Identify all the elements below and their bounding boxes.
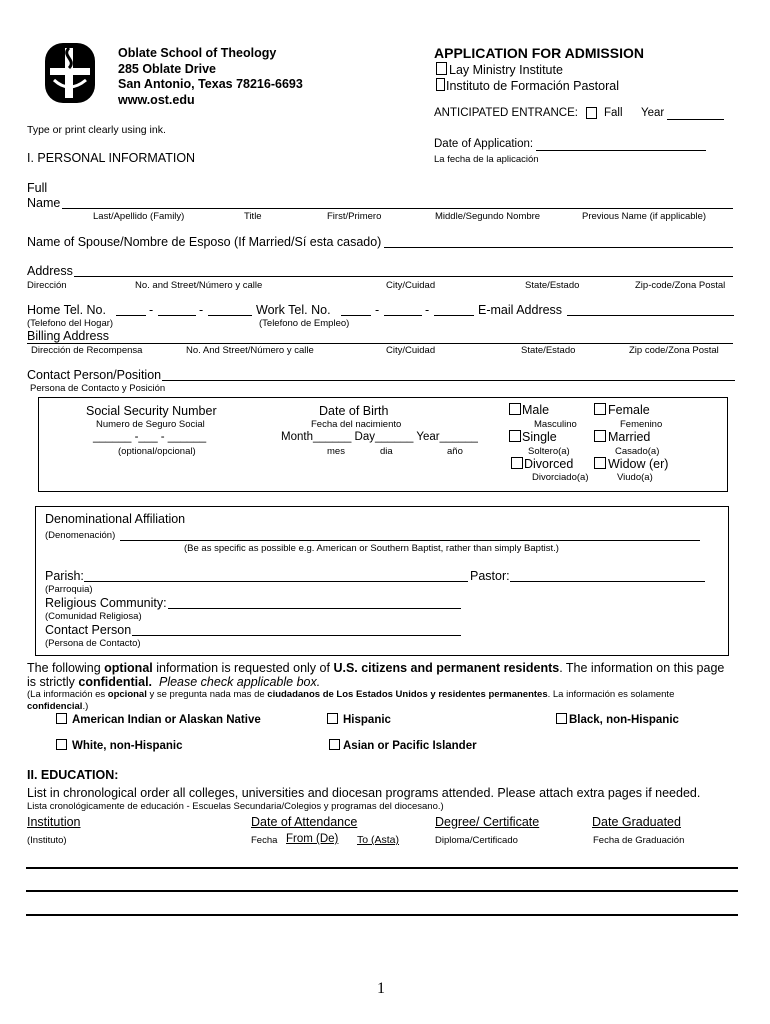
address-sub-city: City/Cuidad [386,280,436,291]
name-label: Name [27,196,61,210]
education-row-3[interactable] [26,914,738,916]
date-of-application-field[interactable] [536,150,706,151]
denom-label: Denominational Affiliation [45,512,186,526]
billing-sub-state: State/Estado [521,345,576,356]
male-es: Masculino [534,419,577,430]
optional-para-line2: is strictly confidential. Please check applicable box. [27,675,321,689]
billing-label: Billing Address [27,329,109,343]
col-to: To (Asta) [357,834,400,846]
home-tel-dash-2: - [199,303,204,317]
name-sub-last: Last/Apellido (Family) [93,211,185,222]
race-white[interactable]: White, non-Hispanic [56,739,183,752]
page-number: 1 [377,980,385,997]
asian-checkbox[interactable] [329,739,340,750]
education-instructions-es: Lista cronológicamente de educación - Escuelas Secundaria/Colegios y programas del diocesano.) [27,801,444,812]
married-es: Casado(a) [615,446,660,457]
dob-field[interactable]: Month______ Day______ Year______ [281,431,478,443]
school-street: 285 Oblate Drive [118,62,216,76]
race-american-indian[interactable]: American Indian or Alaskan Native [56,713,261,726]
female-checkbox[interactable] [594,403,606,415]
name-sub-previous: Previous Name (if applicable) [582,211,707,222]
full-label: Full [27,181,48,195]
female-es: Femenino [620,419,663,430]
home-tel-field-2[interactable] [158,315,196,316]
year-label: Year [641,107,665,119]
name-sub-first: First/Primero [327,211,382,222]
married-checkbox[interactable] [594,430,606,442]
widow-es: Viudo(a) [617,472,653,483]
hispanic-checkbox[interactable] [327,713,338,724]
home-tel-es: (Telefono del Hogar) [27,318,114,329]
education-row-1[interactable] [26,867,738,869]
ssn-es: Numero de Seguro Social [96,419,205,430]
col-attendance: Date of Attendance [251,815,358,829]
col-fecha: Fecha [251,835,278,846]
anticipated-entrance-label: ANTICIPATED ENTRANCE: [434,107,578,119]
religion-contact-es: (Persona de Contacto) [45,638,141,649]
name-sub-middle: Middle/Segundo Nombre [435,211,541,222]
option-instituto[interactable]: Instituto de Formación Pastoral [436,78,619,93]
black-checkbox[interactable] [556,713,567,724]
work-tel-dash-2: - [425,303,430,317]
dob-mes: mes [327,446,345,457]
billing-sub-street: No. And Street/Número y calle [186,345,314,356]
date-of-application-es: La fecha de la aplicación [434,154,539,165]
billing-sub-direccion: Dirección de Recompensa [31,345,143,356]
community-es: (Comunidad Religiosa) [45,611,142,622]
dob-label: Date of Birth [319,404,389,418]
parish-es: (Parroquia) [45,584,93,595]
email-label: E-mail Address [478,303,563,317]
col-graduated-es: Fecha de Graduación [593,835,685,846]
religion-contact-label: Contact Person [45,623,132,637]
denom-field[interactable] [120,540,700,541]
contact-label: Contact Person/Position [27,368,162,382]
denom-note: (Be as specific as possible e.g. American or Southern Baptist, rather than simply Baptist.) [184,543,559,554]
spouse-label: Name of Spouse/Nombre de Esposo (If Married/Sí esta casado) [27,235,382,249]
parish-label: Parish: [45,569,84,583]
contact-es: Persona de Contacto y Posición [30,383,166,394]
dob-ano: año [447,446,463,457]
col-degree: Degree/ Certificate [435,815,540,829]
race-black[interactable]: Black, non-Hispanic [556,713,679,726]
billing-sub-city: City/Cuidad [386,345,436,356]
widow-checkbox[interactable] [594,457,606,469]
denom-es: (Denomenación) [45,530,116,541]
col-institution-es: (Instituto) [27,835,67,846]
address-sub-direccion: Dirección [27,280,67,291]
section-education-title: II. EDUCATION: [27,768,119,782]
optional-es-line1: (La información es opcional y se pregunta nada mas de ciudadanos de Los Estados Unidos y residentes permanentes. La información es solamente [27,689,675,700]
work-tel-label: Work Tel. No. [256,303,331,317]
divorced-checkbox[interactable] [511,457,523,469]
date-of-application-label: Date of Application: [434,138,534,150]
ssn-field[interactable]: ______ -___ - ______ [93,431,207,443]
billing-field[interactable] [27,343,733,344]
white-checkbox[interactable] [56,739,67,750]
fall-checkbox[interactable] [586,107,597,119]
school-name: Oblate School of Theology [118,46,277,60]
single-checkbox[interactable] [509,430,521,442]
contact-field[interactable] [162,380,735,381]
pastor-field[interactable] [510,581,705,582]
married-option[interactable]: Married [594,430,650,444]
option-lay-ministry[interactable]: Lay Ministry Institute [436,62,563,77]
col-degree-es: Diploma/Certificado [435,835,518,846]
instructions: Type or print clearly using ink. [27,124,166,136]
divorced-es: Divorciado(a) [532,472,589,483]
col-graduated: Date Graduated [592,815,681,829]
address-field[interactable] [74,276,733,277]
work-tel-field-1[interactable] [341,315,371,316]
work-tel-field-2[interactable] [384,315,422,316]
dob-dia: dia [380,446,393,457]
col-institution: Institution [27,815,81,829]
address-sub-street: No. and Street/Número y calle [135,280,263,291]
divorced-option[interactable]: Divorced [511,457,573,471]
ssn-label: Social Security Number [86,404,217,418]
parish-field[interactable] [84,581,468,582]
home-tel-field-1[interactable] [116,315,146,316]
dob-es: Fecha del nacimiento [311,419,402,430]
year-field[interactable] [667,119,724,120]
optional-para-line1: The following optional information is requested only of U.S. citizens and permanent residents. The information on this page [27,661,725,675]
email-field[interactable] [567,315,734,316]
race-asian[interactable]: Asian or Pacific Islander [329,739,477,752]
section-personal-title: I. PERSONAL INFORMATION [27,151,196,165]
logo-icon [44,42,96,104]
school-city: San Antonio, Texas 78216-6693 [118,77,303,91]
community-field[interactable] [168,608,461,609]
lay-ministry-checkbox[interactable] [436,62,447,75]
education-instructions: List in chronological order all colleges, universities and diocesan programs attended. Please attach extra pages if needed. [27,786,701,800]
instituto-checkbox[interactable] [436,78,445,91]
school-logo [44,42,96,104]
female-option[interactable]: Female [594,403,650,417]
home-tel-label: Home Tel. No. [27,303,106,317]
col-from: From (De) [286,833,339,845]
school-website: www.ost.edu [118,93,195,107]
work-tel-es: (Telefono de Empleo) [259,318,350,329]
address-sub-state: State/Estado [525,280,580,291]
single-es: Soltero(a) [528,446,570,457]
education-row-2[interactable] [26,890,738,892]
work-tel-field-3[interactable] [434,315,474,316]
work-tel-dash-1: - [375,303,380,317]
billing-sub-zip: Zip code/Zona Postal [629,345,719,356]
religion-contact-field[interactable] [132,635,461,636]
male-checkbox[interactable] [509,403,521,415]
name-sub-title: Title [244,211,262,222]
home-tel-field-3[interactable] [208,315,252,316]
optional-es-line2: confidencial.) [27,701,89,712]
address-label: Address [27,264,73,278]
male-option[interactable]: Male [509,403,549,417]
home-tel-dash-1: - [149,303,154,317]
pastor-label: Pastor: [470,569,510,583]
spouse-field[interactable] [384,247,733,248]
full-name-field[interactable] [62,208,733,209]
community-label: Religious Community: [45,596,167,610]
single-option[interactable]: Single [509,430,557,444]
race-hispanic[interactable]: Hispanic [327,713,391,726]
fall-label: Fall [604,107,623,119]
form-title: APPLICATION FOR ADMISSION [434,45,644,61]
address-sub-zip: Zip-code/Zona Postal [635,280,726,291]
widow-option[interactable]: Widow (er) [594,457,668,471]
ssn-optional: (optional/opcional) [118,446,196,457]
american-indian-checkbox[interactable] [56,713,67,724]
